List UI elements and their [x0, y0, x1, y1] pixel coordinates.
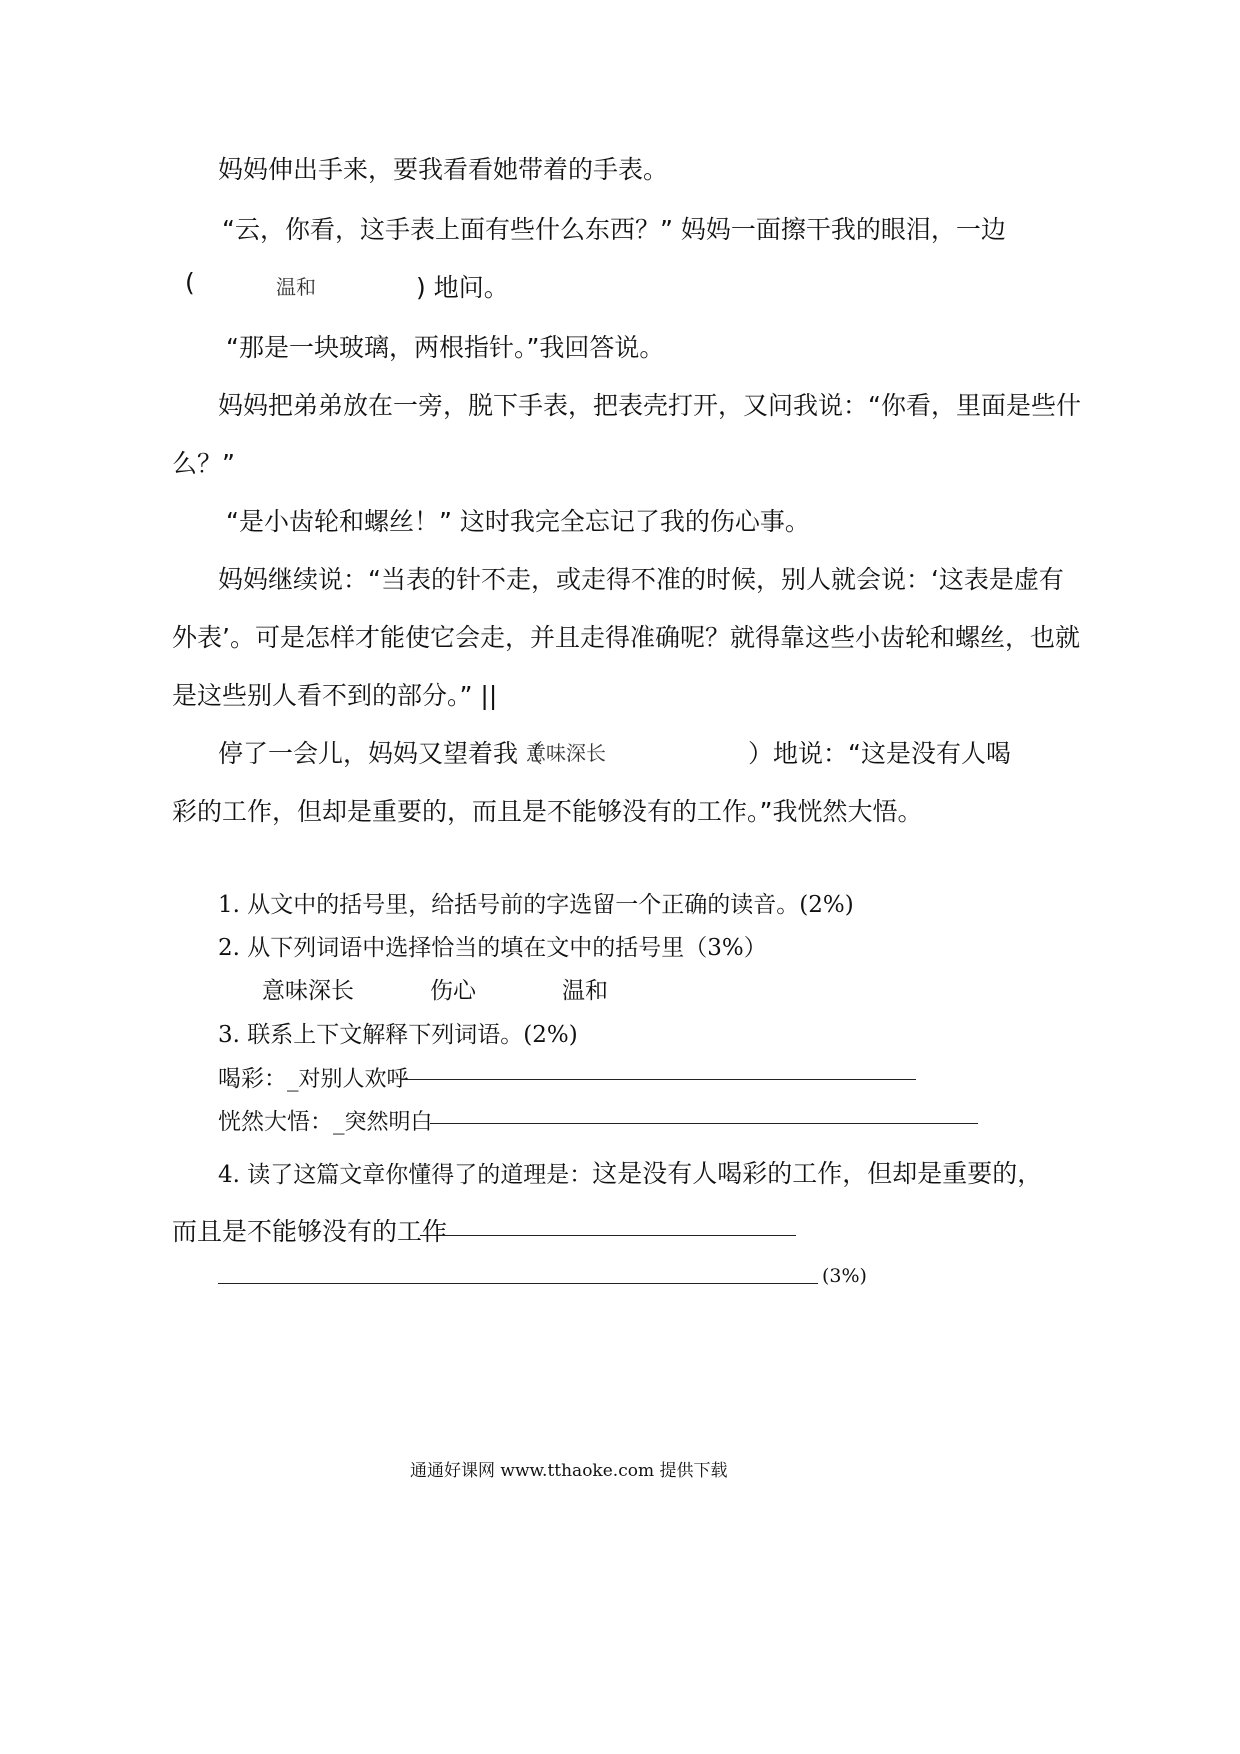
question-3-item-2 [218, 1103, 433, 1136]
question-3-item-1-underline[interactable] [400, 1057, 916, 1080]
page-footer: 通通好课网 www.tthaoke.com 提供下载 [410, 1461, 728, 1481]
story-paragraph-4-line-1: 妈妈把弟弟放在一旁，脱下手表，把表壳打开，又问我说：“你看，里面是些什 [218, 391, 1081, 420]
story-paragraph-1: 妈妈伸出手来，要我看看她带着的手表。 [218, 155, 669, 184]
question-3-item-2-answer: 突然明白 [344, 1110, 433, 1135]
question-3-item-1 [218, 1060, 409, 1093]
story-paragraph-2-line-1: “云，你看，这手表上面有些什么东西？” 妈妈一面擦干我的眼泪，一边 [222, 215, 1006, 244]
story-paragraph-5: “是小齿轮和螺丝！” 这时我完全忘记了我的伤心事。 [226, 507, 810, 536]
question-2-option-1: 意味深长 [262, 978, 354, 1004]
question-2-option-2: 伤心 [430, 978, 476, 1004]
story-paragraph-2-line-2: ) 地问。 [416, 273, 509, 302]
story-paragraph-3: “那是一块玻璃，两根指针。”我回答说。 [226, 333, 665, 362]
question-3-item-2-label: 恍然大悟：_ [218, 1109, 345, 1135]
question-1: 1. 从文中的括号里，给括号前的字选留一个正确的读音。(2%) [218, 892, 854, 918]
question-4-answer-line-1: 这是没有人喝彩的工作，但却是重要的， [592, 1159, 1043, 1188]
question-3: 3. 联系上下文解释下列词语。(2%) [218, 1022, 578, 1048]
story-paragraph-6-line-2: 外表’。可是怎样才能使它会走，并且走得准确呢？就得靠这些小齿轮和螺丝，也就 [172, 623, 1080, 652]
blank-open-paren: ( [185, 268, 195, 297]
story-paragraph-7-line-1-start: 停了一会儿，妈妈又望着我（ [218, 739, 544, 768]
question-3-item-1-answer: 对别人欢呼 [298, 1067, 409, 1092]
question-3-item-1-label: 喝彩：_ [218, 1066, 299, 1092]
question-4-answer-line-2: 而且是不能够没有的工作 [172, 1217, 448, 1246]
question-4-score: (3%) [822, 1265, 867, 1287]
story-paragraph-7-line-2: 彩的工作，但却是重要的，而且是不能够没有的工作。”我恍然大悟。 [172, 797, 923, 826]
story-paragraph-6-line-1: 妈妈继续说：“当表的针不走，或走得不准的时候，别人就会说：‘这表是虚有 [218, 565, 1064, 594]
question-2: 2. 从下列词语中选择恰当的填在文中的括号里（3%） [218, 935, 767, 961]
story-paragraph-4-line-2: 么？” [172, 449, 235, 478]
question-4-underline-2[interactable] [218, 1261, 818, 1284]
blank-answer-yiweishenchang: 意味深长 [526, 741, 606, 765]
story-paragraph-6-line-3: 是这些别人看不到的部分。” || [172, 681, 498, 710]
question-4 [218, 1154, 1042, 1190]
question-4-prefix: 4. 读了这篇文章你懂得了的道理是： [218, 1162, 593, 1188]
blank-answer-wenhe: 温和 [276, 275, 316, 299]
question-2-option-3: 温和 [562, 978, 608, 1004]
story-paragraph-7-line-1-end: ）地说：“这是没有人喝 [748, 739, 1011, 768]
question-3-item-2-underline[interactable] [430, 1101, 978, 1124]
question-4-underline-1[interactable] [420, 1213, 796, 1236]
